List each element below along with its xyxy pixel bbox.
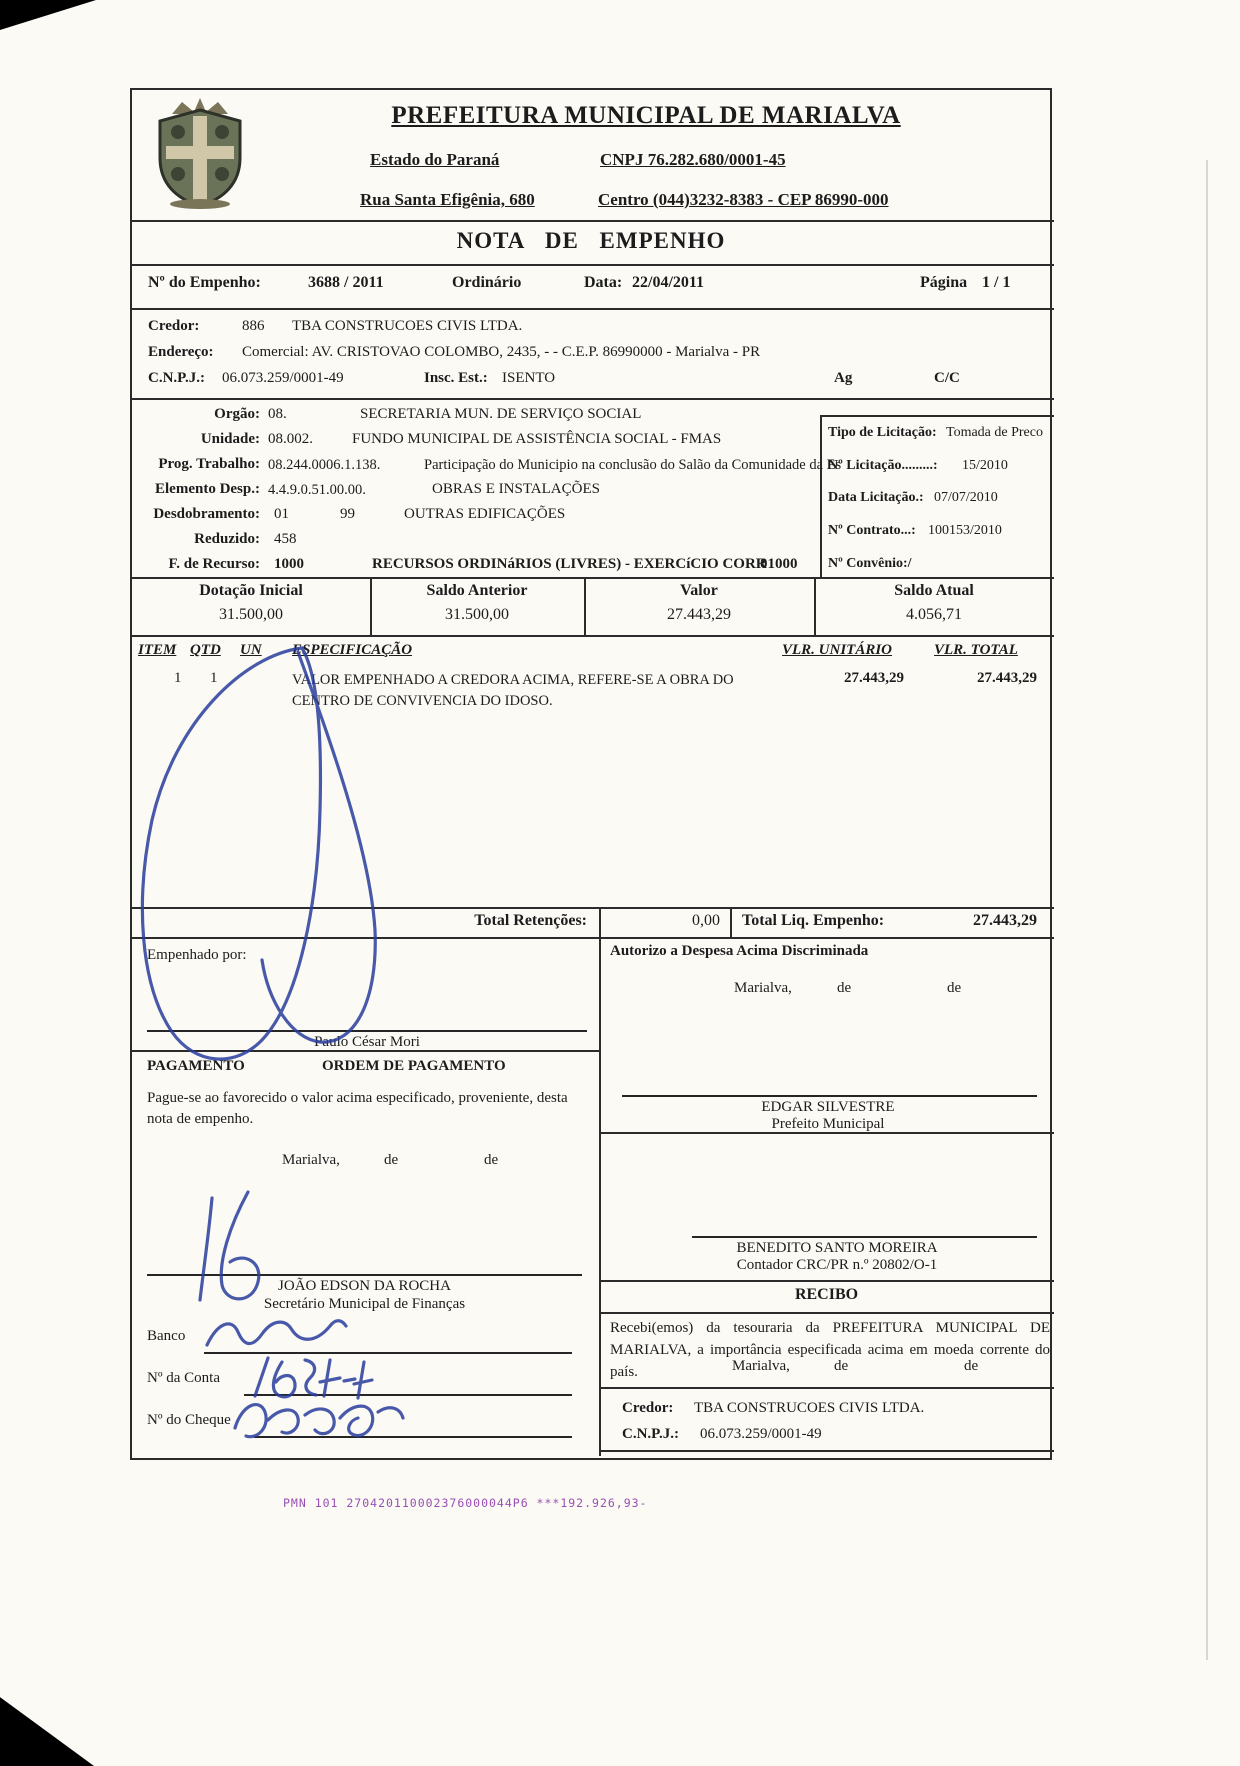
signature-line — [147, 1274, 582, 1276]
item-row-total: 27.443,29 — [977, 670, 1037, 686]
num-licitacao-label: Nº Licitação.........: — [828, 458, 938, 473]
credor-name: TBA CONSTRUCOES CIVIS LTDA. — [292, 318, 523, 334]
recibo-de1: de — [834, 1358, 849, 1374]
saldo-atual-label: Saldo Atual — [894, 582, 974, 599]
itens-header-un: UN — [240, 642, 262, 658]
reduzido-value: 458 — [274, 531, 297, 547]
desdobramento-label: Desdobramento: — [153, 506, 260, 522]
recurso-code: 1000 — [274, 556, 304, 572]
unidade-code: 08.002. — [268, 431, 313, 447]
signature-line — [147, 1030, 587, 1032]
endereco-value: Comercial: AV. CRISTOVAO COLOMBO, 2435, - - C.E.P. 86990000 - Marialva - PR — [242, 344, 761, 360]
recibo-texto: Recebi(emos) da tesouraria da PREFEITURA MUNICIPAL DE MARIALVA, a importância especificada acima em moeda corrente do país. — [610, 1320, 1050, 1380]
orgao-code: 08. — [268, 406, 287, 422]
recibo-cidade: Marialva, — [732, 1358, 790, 1374]
valor-label: Valor — [680, 582, 718, 599]
recurso-value: RECURSOS ORDINáRIOS (LIVRES) - EXERCíCIO CORR — [372, 556, 767, 572]
prog-trabalho-code: 08.244.0006.1.138. — [268, 457, 381, 473]
signature-line — [692, 1236, 1037, 1238]
empenho-number: 3688 / 2011 — [308, 274, 384, 291]
pagamento-de2: de — [484, 1152, 499, 1168]
item-row-espec: VALOR EMPENHADO A CREDORA ACIMA, REFERE-SE A OBRA DO CENTRO DE CONVIVENCIA DO IDOSO. — [292, 672, 734, 709]
banco-label: Banco — [147, 1328, 186, 1344]
total-liq-value: 27.443,29 — [973, 912, 1037, 929]
divider — [599, 1312, 1054, 1314]
credor-code: 886 — [242, 318, 265, 334]
divider — [132, 398, 1054, 400]
header-district-phone: Centro (044)3232-8383 - CEP 86990-000 — [598, 190, 889, 209]
divider — [599, 1132, 1054, 1134]
orgao-label: Orgão: — [214, 406, 260, 422]
pagamento-cidade: Marialva, — [282, 1152, 340, 1168]
num-licitacao-value: 15/2010 — [962, 458, 1008, 473]
convenio-label: Nº Convênio:/ — [828, 556, 912, 571]
banco-line — [204, 1352, 572, 1354]
document-title: NOTA DE EMPENHO — [456, 228, 726, 253]
total-retencoes-label: Total Retenções: — [474, 912, 587, 929]
endereco-label: Endereço: — [148, 344, 214, 360]
data-licitacao-value: 07/07/2010 — [934, 490, 998, 505]
prog-trabalho-value: Participação do Municipio na conclusão do Salão da Comunidade da Es — [424, 457, 842, 473]
item-row-unitario: 27.443,29 — [844, 670, 904, 686]
itens-header-unitario: VLR. UNITÁRIO — [782, 642, 893, 658]
credor-cnpj: 06.073.259/0001-49 — [222, 370, 344, 386]
empenho-type: Ordinário — [452, 274, 522, 291]
desdobramento-code2: 99 — [340, 506, 355, 522]
autorizo-de1: de — [837, 980, 852, 996]
recibo-credor-label: Credor: — [622, 1400, 674, 1416]
elemento-label: Elemento Desp.: — [155, 481, 260, 497]
tipo-licitacao-label: Tipo de Licitação: — [828, 425, 937, 440]
unidade-label: Unidade: — [200, 431, 260, 447]
autorizo-texto: Autorizo a Despesa Acima Discriminada — [610, 943, 869, 959]
credor-cnpj-label: C.N.P.J.: — [148, 370, 205, 386]
tipo-licitacao-value: Tomada de Preco — [946, 425, 1043, 440]
autorizo-de2: de — [947, 980, 962, 996]
dotacao-inicial-value: 31.500,00 — [219, 606, 283, 623]
desdobramento-value: OUTRAS EDIFICAÇÕES — [404, 506, 566, 522]
divider — [132, 1050, 599, 1052]
desdobramento-code: 01 — [274, 506, 289, 522]
autorizo-cidade: Marialva, — [734, 980, 792, 996]
saldo-anterior-label: Saldo Anterior — [426, 582, 528, 599]
divider — [599, 1387, 1054, 1389]
empenho-number-label: Nº do Empenho: — [148, 274, 261, 291]
cc-label: C/C — [934, 370, 960, 386]
header-street: Rua Santa Efigênia, 680 — [360, 190, 535, 209]
contrato-label: Nº Contrato...: — [828, 523, 916, 538]
dot-matrix-footer: PMN 101 270420110002376000044P6 ***192.926,93- — [283, 1496, 648, 1510]
item-row-item: 1 — [174, 670, 182, 686]
saldo-anterior-value: 31.500,00 — [445, 606, 509, 623]
header-cnpj: CNPJ 76.282.680/0001-45 — [600, 150, 786, 169]
empenhado-por-label: Empenhado por: — [147, 947, 247, 963]
cheque-label: Nº do Cheque — [147, 1412, 231, 1428]
orgao-value: SECRETARIA MUN. DE SERVIÇO SOCIAL — [360, 406, 642, 422]
divider — [132, 220, 1054, 222]
prefeito-nome: EDGAR SILVESTRE — [761, 1099, 895, 1115]
pagamento-titulo: PAGAMENTO — [147, 1058, 245, 1074]
municipal-coat-of-arms-icon — [148, 96, 252, 210]
recibo-de2: de — [964, 1358, 979, 1374]
elemento-code: 4.4.9.0.51.00.00. — [268, 482, 366, 498]
column-divider — [730, 907, 732, 939]
recibo-cnpj-value: 06.073.259/0001-49 — [700, 1426, 822, 1442]
data-licitacao-label: Data Licitação.: — [828, 490, 924, 505]
saldo-atual-value: 4.056,71 — [906, 606, 962, 623]
conta-label: Nº da Conta — [147, 1370, 220, 1386]
contrato-value: 100153/2010 — [928, 523, 1002, 538]
unidade-value: FUNDO MUNICIPAL DE ASSISTÊNCIA SOCIAL - FMAS — [352, 431, 722, 447]
empenho-date-label: Data: — [584, 274, 623, 291]
elemento-value: OBRAS E INSTALAÇÕES — [432, 481, 600, 497]
nota-de-empenho-form — [130, 88, 1052, 1460]
scan-artifact-top-left — [0, 0, 96, 30]
header-org-name: PREFEITURA MUNICIPAL DE MARIALVA — [391, 102, 901, 129]
scan-edge-line — [1206, 160, 1208, 1660]
scan-artifact-bottom-left — [0, 1682, 94, 1766]
divider — [599, 1280, 1054, 1282]
page-label: Página — [920, 274, 968, 291]
column-divider — [599, 907, 601, 1456]
itens-header-item: ITEM — [138, 642, 177, 658]
empenhado-por-nome: Paulo César Mori — [314, 1034, 420, 1050]
recibo-cnpj-label: C.N.P.J.: — [622, 1426, 679, 1442]
recibo-titulo: RECIBO — [794, 1286, 859, 1303]
valor-value: 27.443,29 — [667, 606, 731, 623]
secretario-cargo: Secretário Municipal de Finanças — [263, 1296, 466, 1312]
itens-header-qtd: QTD — [190, 642, 221, 658]
total-retencoes-value: 0,00 — [692, 912, 720, 929]
divider — [132, 264, 1054, 266]
header-state: Estado do Paraná — [370, 150, 500, 169]
divider — [599, 1450, 1054, 1452]
insc-value: ISENTO — [502, 370, 556, 386]
divider — [132, 907, 1054, 909]
credor-label: Credor: — [148, 318, 200, 334]
recibo-credor-value: TBA CONSTRUCOES CIVIS LTDA. — [694, 1400, 925, 1416]
contador-cargo: Contador CRC/PR n.º 20802/O-1 — [736, 1257, 938, 1273]
page-number: 1 / 1 — [982, 274, 1011, 291]
recurso-label: F. de Recurso: — [168, 556, 260, 572]
total-liq-label: Total Liq. Empenho: — [742, 912, 885, 929]
divider — [132, 937, 1054, 939]
divider — [132, 308, 1054, 310]
insc-label: Insc. Est.: — [424, 370, 488, 386]
reduzido-label: Reduzido: — [194, 531, 260, 547]
recurso-code2: 01000 — [760, 556, 798, 572]
ordem-pagamento-titulo: ORDEM DE PAGAMENTO — [322, 1058, 506, 1074]
itens-header-total: VLR. TOTAL — [934, 642, 1018, 658]
item-row-qtd: 1 — [210, 670, 218, 686]
dotacao-inicial-label: Dotação Inicial — [199, 582, 303, 599]
divider — [132, 577, 1054, 579]
contador-nome: BENEDITO SANTO MOREIRA — [736, 1240, 938, 1256]
ag-label: Ag — [834, 370, 853, 386]
pagamento-de1: de — [384, 1152, 399, 1168]
prog-trabalho-label: Prog. Trabalho: — [158, 456, 260, 472]
pagamento-texto: Pague-se ao favorecido o valor acima especificado, proveniente, desta nota de empenho. — [147, 1090, 568, 1127]
conta-line — [244, 1394, 572, 1396]
signature-line — [622, 1095, 1037, 1097]
cheque-line — [254, 1436, 572, 1438]
divider — [132, 635, 1054, 637]
empenho-date: 22/04/2011 — [632, 274, 705, 291]
secretario-nome: JOÃO EDSON DA ROCHA — [278, 1278, 451, 1294]
prefeito-cargo: Prefeito Municipal — [771, 1116, 885, 1132]
itens-header-espec: ESPECIFICAÇÃO — [292, 642, 413, 658]
